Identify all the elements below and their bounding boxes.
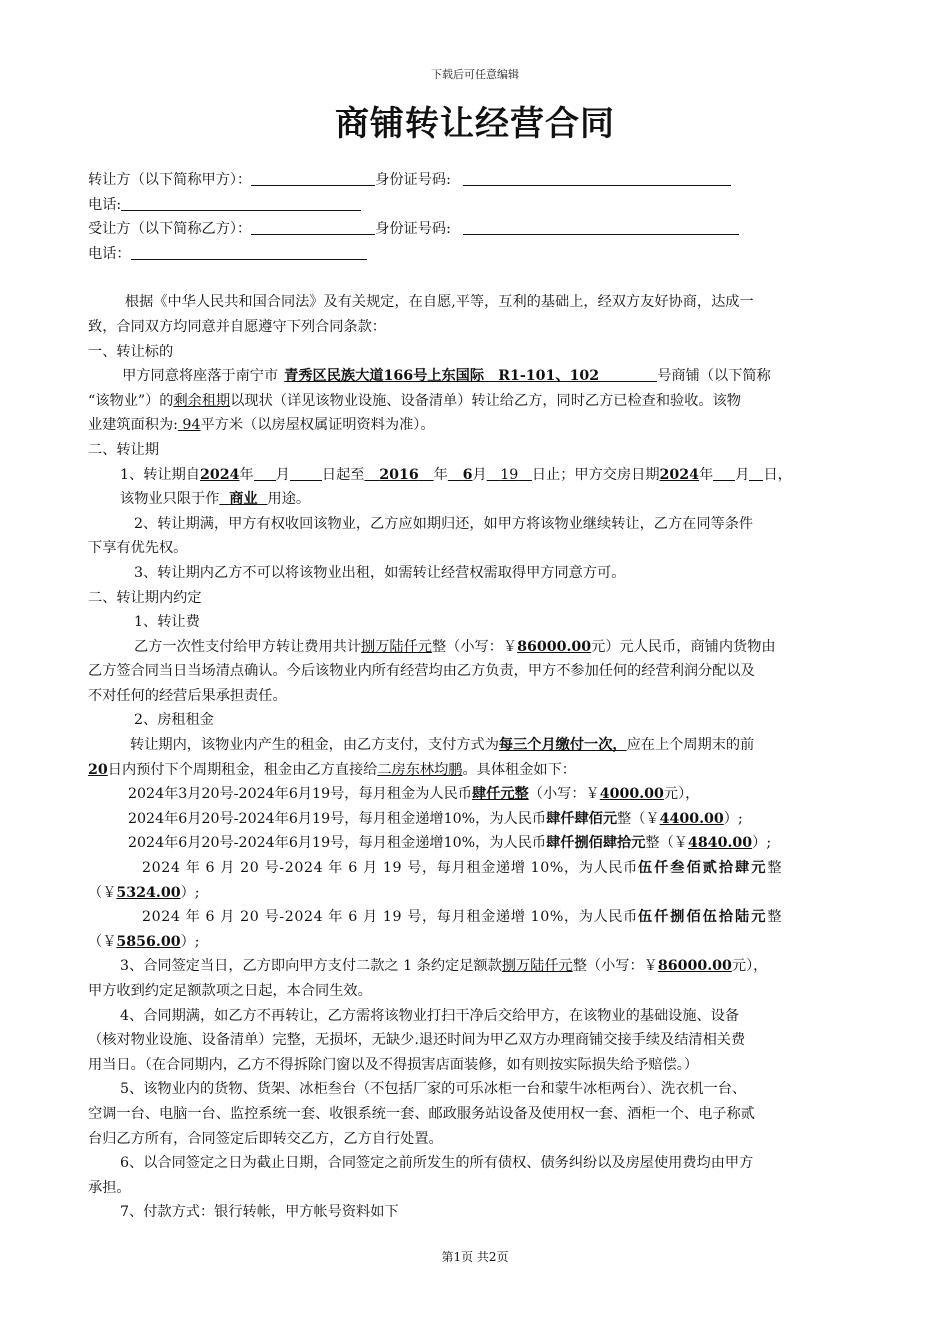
rent-row-3: 2024年6月20号-2024年6月19号，每月租金递增10%，为人民币肆仟捌佰肆拾元整（￥4840.00）; [128,835,772,852]
clause-7: 7、付款方式：银行转帐，甲方帐号资料如下 [120,1204,399,1221]
page-footer: 第1页 共2页 [441,1250,509,1264]
rent-2-number: 4400.00 [659,810,724,827]
section-1-heading: 一、转让标的 [88,343,174,360]
s1-line-2: “该物业”）的剩余租期以现状（详见该物业设施、设备清单）转让给乙方，同时乙方已检查和验收。该物 [88,392,741,409]
clause-5-line-1: 5、该物业内的货物、货架、冰柜叁台（不包括厂家的可乐冰柜一台和蒙牛冰柜两台）、洗衣机一台、 [120,1081,747,1098]
rent-row-2: 2024年6月20号-2024年6月19号，每月租金递增10%，为人民币肆仟肆佰元整（￥4400.00）; [128,810,743,827]
rent-1-words: 肆仟元整 [471,786,529,803]
clause-3-line-1: 3、合同签定当日，乙方即向甲方支付二款之 1 条约定足额款捌万陆仟元整（小写：￥86000.00元）， [120,958,768,975]
rent-line-2: 20日内预付下个周期租金，租金由乙方直接给二房东林均鹏。具体租金如下： [88,761,576,778]
end-year: 2016 [379,466,419,483]
rent-row-1: 2024年3月20号-2024年6月19号，每月租金为人民币肆仟元整（小写：￥4000.00元）， [128,786,700,803]
s1-line-1: 甲方同意将座落于南宁市 青秀区民族大道166号上东国际 R1-101、102 号商铺（以下简称 [88,364,878,389]
rent-heading: 2、房租租金 [134,712,214,729]
rent-3-words: 肆仟捌佰肆拾元 [546,835,646,852]
transferee-id-label: 身份证号码: [375,221,451,238]
clause-6-line-1: 6、以合同签定之日为截止日期，合同签定之前所发生的所有债权、债务纠纷以及房屋使用费均由甲方 [120,1155,754,1172]
transferor-phone-blank [121,194,361,211]
s2-line-5: 3、转让期内乙方不可以将该物业出租，如需转让经营权需取得甲方同意方可。 [134,564,626,581]
building-area: 94 [182,417,201,434]
shop-address: 青秀区民族大道166号上东国际 R1-101、102 [284,368,600,385]
header-note: 下载后可任意编辑 [431,68,519,81]
transferee-name-blank [251,218,375,235]
transferor-phone-label: 电话: [88,196,122,213]
transferee-label: 受让方（以下简称乙方）： [88,221,252,238]
transferor-id-blank [463,169,731,186]
transferor-label: 转让方（以下简称甲方）： [88,172,252,188]
intro-line-2: 致，合同双方均同意并自愿遵守下列合同条款： [88,318,386,335]
s2-line-3: 2、转让期满，甲方有权收回该物业，乙方应如期归还，如甲方将该物业继续转让，乙方在同等条件 [134,515,754,532]
rent-line-1: 转让期内，该物业内产生的租金，由乙方支付，支付方式为每三个月缴付一次，应在上个周期末的前 [130,737,755,754]
clause-5-line-2: 空调一台、电脑一台、监控系统一套、收银系统一套、邮政服务站设备及使用权一套、酒柜一个、电子称贰 [88,1105,755,1122]
remaining-lease: 剩余租期 [173,392,231,409]
rent-4-words: 伍仟叁佰贰拾肆元 [637,860,768,877]
fee-line-1: 乙方一次性支付给甲方转让费用共计捌万陆仟元整（小写：￥86000.00元）元人民币，商铺内货物由 [134,638,776,655]
clause-4-line-3: 用当日。（在合同期内，乙方不得拆除门窗以及不得损害店面装修，如有则按实际损失给予赔偿。） [88,1056,699,1073]
section-2-heading: 二、转让期 [88,441,159,458]
end-day: 19 [500,466,519,483]
rent-1-number: 4000.00 [599,786,664,803]
rent-days: 20 [88,761,108,778]
fee-number: 86000.00 [517,638,592,655]
clause-3-line-2: 甲方收到约定足额款项之日起，本合同生效。 [88,983,372,999]
rent-4-number: 5324.00 [116,884,181,901]
clause-4-line-1: 4、合同期满，如乙方不再转让，乙方需将该物业打扫干净后交给甲方，在该物业的基础设施、设备 [120,1007,740,1024]
s1-line-3: 业建筑面积为: 94平方米（以房屋权属证明资料为准）。 [88,417,435,434]
s2-line-1: 1、转让期自2024年 月 日起至 2016 年 6月 19 日止；甲方交房日期2024年 月 日， [88,463,878,488]
fee-heading: 1、转让费 [134,614,200,631]
rent-row-5-cont: （￥5856.00）; [88,933,200,950]
rent-3-number: 4840.00 [687,835,753,852]
handover-year: 2024 [659,466,700,483]
transferee-line [88,217,878,242]
clause-5-line-3: 台归乙方所有，合同签定后即转交乙方，乙方自行处置。 [88,1130,443,1147]
clause-6-line-2: 承担。 [88,1179,131,1196]
s2-line-4: 下享有优先权。 [88,540,188,557]
intro-line-1: 根据《中华人民共和国合同法》及有关规定，在自愿,平等，互利的基础上，经双方友好协商，达成一 [124,294,754,311]
start-year: 2024 [199,466,240,483]
deposit-number: 86000.00 [657,958,732,975]
s2-line-2: 该物业只限于作 商业 用途。 [120,491,311,508]
rent-row-5: 2024 年 6 月 20 号-2024 年 6 月 19 号，每月租金递增 10%，为人民币伍仟捌佰伍拾陆元整 [142,909,783,926]
fee-line-2: 乙方签合同当日当场清点确认。今后该物业内所有经营均由乙方负责，甲方不参加任何的经营利润分配以及 [88,663,755,680]
transferee-phone-blank [131,243,367,260]
transferee-phone-line [88,242,878,267]
rent-method: 每三个月缴付一次， [498,737,627,754]
transferee-phone-label: 电话： [88,245,131,262]
section-3-heading: 二、转让期内约定 [88,589,202,606]
transferor-name-blank [251,169,375,186]
transferor-phone-line [88,193,878,218]
transferor-id-label: 身份证号码: [375,172,451,188]
clause-4-line-2: （核对物业设施、设备清单）完整，无损坏，无缺少.退还时间为甲乙双方办理商铺交接手续及结清相关费 [88,1032,746,1049]
rent-payee: 二房东林均鹏 [377,761,463,778]
fee-words: 捌万陆仟元 [361,638,432,655]
rent-row-4: 2024 年 6 月 20 号-2024 年 6 月 19 号，每月租金递增 10%，为人民币伍仟叁佰贰拾肆元整 [142,860,783,877]
fee-line-3: 不对任何的经营后果承担责任。 [88,687,287,704]
usage: 商业 [229,491,258,508]
rent-2-words: 肆仟肆佰元 [546,810,618,827]
transferee-id-blank [463,218,739,235]
contract-body [88,168,878,1225]
deposit-words: 捌万陆仟元 [501,958,573,975]
rent-5-words: 伍仟捌佰伍拾陆元 [637,909,768,926]
end-month: 6 [462,466,473,483]
rent-row-4-cont: （￥5324.00）; [88,884,200,901]
transferor-line [88,168,878,193]
rent-5-number: 5856.00 [116,933,181,950]
page-title: 商铺转让经营合同 [335,104,615,144]
